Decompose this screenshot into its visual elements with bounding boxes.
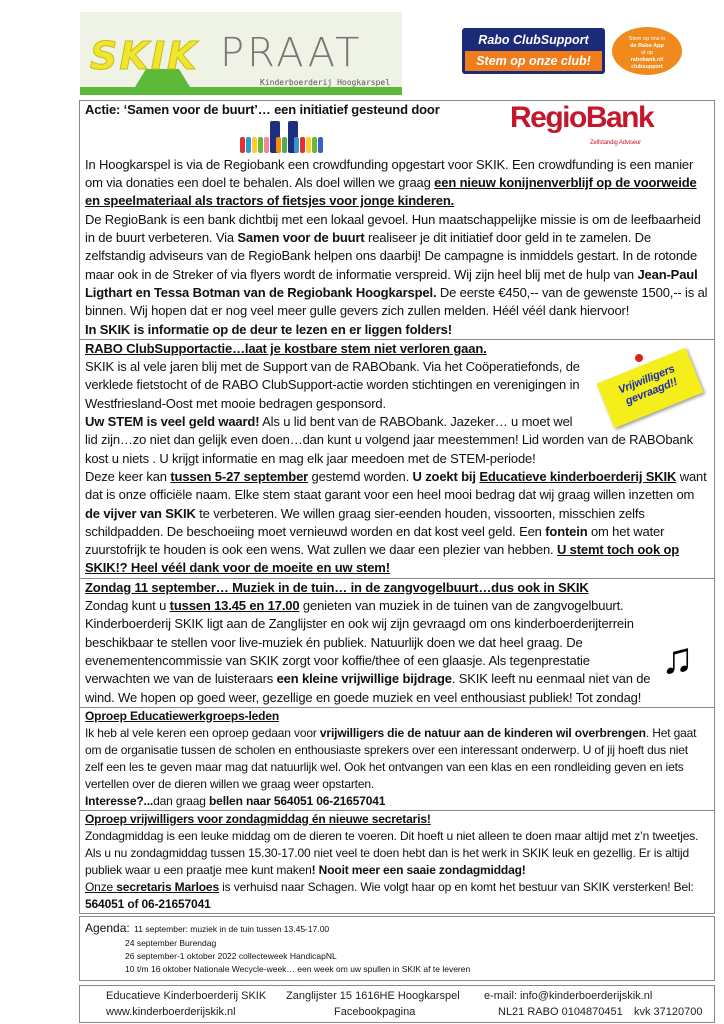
text-run: Jean-Paul Ligthart en Tessa Botman van de Regiobank Hoogkarspel. — [85, 266, 698, 300]
agenda-box — [79, 916, 715, 981]
text-run: SKIK is al vele jaren blij met de Support van de RABObank. Via het Coöperatiefonds, de verklede fietstocht of de RABO ClubSupport-actie worden stichtingen en verenigingen in Westfriesland-Oost met mooie bedragen gesponsord. — [85, 359, 580, 411]
paragraph — [85, 211, 709, 321]
agenda-item: 24 september Burendag — [125, 937, 217, 948]
child-figure — [300, 137, 305, 153]
text-run: een kleine vrijwillige bijdrage — [276, 671, 452, 687]
text-run: een nieuw konijnenverblijf op de voorweide en speelmateriaal als tractors of fietsjes voor jonge kinderen. — [85, 175, 697, 209]
child-figure — [282, 137, 287, 153]
rabo-line1: Rabo ClubSupport — [478, 33, 589, 47]
text-run: genieten van muziek in de tuinen van de zangvogelbuurt. Kinderboerderij SKIK ligt aan de Zanglijster en ook wij zijn gevraagd om ons kinderboerderijterrein beschikbaar te stellen voor live-muziek én publiek. Natuurlijk doen we dat heel graag. De evenementencommissie van SKIK zorgt voor koffie/thee of een glaasje. Als tegenprestatie verwachten we van de luisteraars — [85, 598, 634, 687]
footer-facebook[interactable]: Facebookpagina — [334, 1005, 416, 1018]
text-run: Ik heb al vele keren een oproep gedaan voor — [85, 725, 320, 740]
text-run: bellen naar 564051 06-21657041 — [208, 793, 386, 808]
text-run: Oproep vrijwilligers voor zondagmiddag én nieuwe secretaris! — [85, 811, 431, 826]
footer-email[interactable]: e-mail: info@kinderboerderijskik.nl — [484, 989, 653, 1002]
agenda-item: 11 september: muziek in de tuin tussen 13.45-17.00 — [134, 923, 330, 934]
text-run: De eerste €450,-- van de gewenste 1500,-- is al binnen. Wij hopen dat er nog veel meer gulle gevers zich zullen melden. Héél véél dank hiervoor! — [85, 284, 708, 319]
pushpin-icon — [635, 354, 643, 362]
footer-org: Educatieve Kinderboerderij SKIK — [106, 989, 267, 1002]
child-figure — [264, 137, 269, 153]
child-figure — [294, 137, 299, 153]
children-illustration — [240, 121, 322, 153]
footer-address: Zanglijster 15 1616HE Hoogkarspel — [286, 989, 460, 1002]
text-run — [85, 139, 88, 154]
text-run: Educatieve kinderboerderij SKIK — [479, 468, 677, 484]
agenda-item: 10 t/m 16 oktober Nationale Wecycle-week… een week om uw spullen in SKIK af te leveren — [125, 963, 471, 974]
text-run: Interesse?... — [85, 793, 154, 808]
music-note-icon: ♫ — [661, 634, 694, 684]
child-figure — [240, 137, 245, 153]
text-run: Zondag 11 september… Muziek in de tuin… in de zangvogelbuurt…dus ook in SKIK — [85, 579, 589, 595]
regiobank-tagline: Zelfstandig Adviseur — [590, 140, 642, 146]
badge-line: Stem op ons in — [628, 36, 666, 42]
text-run: fontein — [545, 523, 588, 539]
child-figure — [318, 137, 323, 153]
masthead — [0, 0, 724, 100]
text-run: Oproep Educatiewerkgroeps-leden — [85, 708, 280, 723]
text-run: is verhuisd naar Schagen. Wie volgt haar op en komt het bestuur van SKIK versterken! Bel: — [218, 879, 694, 894]
article-section — [80, 810, 714, 913]
paragraph — [85, 156, 709, 211]
section-heading — [85, 579, 709, 597]
text-run: Zondag kunt u — [85, 598, 170, 614]
text-run: Actie: ‘Samen voor de buurt’… een initiatief gesteund door — [85, 102, 440, 117]
agenda-item: 26 september-1 oktober 2022 collecteweek HandicapNL — [125, 950, 337, 961]
child-figure — [246, 137, 251, 153]
text-run: . Het gaat om de organisatie tussen de scholen en enthousiaste sprekers over een interessant onderwerp. U of jij hoeft dus niet zelf een les te geven maar mag dat natuurlijk wel. Ook het ontvangen van een klas en een rondleiding geven en iets vertellen over de dieren willen we graag weer opstarten. — [85, 725, 697, 791]
paragraph — [85, 321, 709, 339]
article-section — [80, 101, 714, 339]
footer — [79, 985, 715, 1023]
rabo-line2: Stem op onze club! — [465, 51, 602, 71]
text-run: Onze — [85, 879, 117, 894]
section-heading — [85, 708, 709, 725]
text-run: de vijver van SKIK — [85, 505, 196, 521]
text-run: dan graag — [153, 793, 209, 808]
text-run: te verbeteren. We willen graag sier-eenden houden, vissoorten, misschien zelfs schildpadden. De beschoeiing moet vernieuwd worden en dat kost veel geld. Een — [85, 505, 645, 539]
logo-green-bar — [80, 87, 402, 95]
text-run: U stemt toch ook op SKIK!? Heel véél dank voor de moeite en uw stem! — [85, 542, 680, 576]
article-section — [80, 707, 714, 810]
logo-subtitle: Kinderboerderij Hoogkarspel — [260, 78, 391, 87]
text-run: In SKIK is informatie op de deur te lezen en er liggen folders! — [85, 321, 452, 337]
paragraph — [85, 468, 709, 578]
text-run — [85, 120, 88, 135]
text-run: Deze keer kan — [85, 468, 171, 484]
text-run: . SKIK leeft nu eenmaal niet van de wind. We hopen op goed weer, gezellige en goede muziek en veel enthousiast publiek! Tot zondag! — [85, 671, 651, 705]
text-run: Samen voor de buurt — [237, 230, 365, 246]
text-run: 564051 of 06-21657041 — [85, 896, 211, 911]
text-run: realiseer je dit initiatief door geld in te zamelen. De zelfstandig adviseurs van de RegioBank helpen ons daarbij! De campagne is inmiddels gestart. In de rotonde maar ook in de Streker of via flyers wordt de informatie verspreid. Wij zijn heel blij met de hulp van — [85, 230, 698, 282]
text-run: gestemd worden. — [308, 468, 413, 484]
section-heading — [85, 811, 709, 828]
badge-line: rabobank.nl/ — [630, 57, 664, 63]
text-run: secretaris Marloes — [116, 879, 219, 894]
text-run: tussen 5-27 september — [170, 468, 309, 484]
article-section — [80, 578, 714, 707]
text-run: Zondagmiddag is een leuke middag om de dieren te voeren. Dit hoeft u niet alleen te doen maar altijd met z’n tweetjes. Als u nu zondagmiddag tussen 15.30-17.00 niet veel te doen hebt dan is het werk in SKIK leuk en gezellig. Er is altijd publiek waar u een praatje mee kunt maken — [85, 828, 699, 877]
text-run: In Hoogkarspel is via de Regiobank een crowdfunding opgestart voor SKIK. Een crowdfunding is een manier om via donaties een doel te behalen. Als doel willen we graag — [85, 156, 694, 191]
child-figure — [312, 137, 317, 153]
text-run: tussen 13.45 en 17.00 — [169, 598, 300, 614]
footer-bank: NL21 RABO 0104870451 — [498, 1005, 623, 1018]
child-figure — [252, 137, 257, 153]
badge-line: of op — [640, 50, 654, 56]
paragraph — [85, 597, 709, 707]
sticky-note-container — [591, 342, 709, 428]
regiobank-logo: RegioBank — [510, 101, 654, 134]
footer-kvk: kvk 37120700 — [634, 1005, 703, 1018]
skik-praat-logo — [80, 12, 402, 95]
rabo-clubsupport-banner — [462, 28, 605, 74]
text-run: De RegioBank is een bank dichtbij met een lokaal gevoel. Hun maatschappelijke missie is om de leefbaarheid in de buurt verbeteren. Via — [85, 211, 701, 246]
text-run: Uw STEM is veel geld waard! — [85, 414, 260, 430]
text-run: RABO ClubSupportactie…laat je kostbare stem niet verloren gaan. — [85, 340, 487, 356]
badge-line: de Rabo App — [630, 43, 664, 49]
logo-skik-text: SKIK — [90, 34, 199, 78]
child-figure — [276, 137, 281, 153]
volunteers-sticky-note: Vrijwilligers gevraagd!! — [597, 348, 704, 428]
text-run: ! Nooit meer een saaie zondagmiddag! — [311, 862, 526, 877]
newsletter-body — [79, 100, 715, 914]
child-figure — [258, 137, 263, 153]
logo-praat-text: PRAAT — [220, 30, 363, 76]
text-run: vrijwilligers die de natuur aan de kinderen wil overbrengen — [319, 725, 646, 740]
article-section — [80, 339, 714, 578]
paragraph — [85, 725, 709, 793]
paragraph — [85, 793, 709, 810]
rabo-app-badge — [612, 27, 682, 75]
text-run: U zoekt bij — [412, 468, 480, 484]
text-run: Als u lid bent van de RABObank. Jazeker… u moet wel lid zijn…zo niet dan gelijk even doen…dan kunt u volgend jaar meestemmen! Lid worden van de RABObank kost u niets . U krijgt informatie en mag elk jaar meedoen met de STEM-periode! — [85, 414, 693, 466]
footer-website[interactable]: www.kinderboerderijskik.nl — [106, 1005, 236, 1018]
paragraph — [85, 879, 709, 913]
text-run: om het water zuurstofrijk te houden is ook een wens. Wat zullen we daar een plezier van hebben. — [85, 523, 665, 558]
paragraph — [85, 828, 709, 879]
agenda-label: Agenda: — [85, 920, 130, 935]
child-figure — [306, 137, 311, 153]
text-run: want dat is onze officiële naam. Elke stem staat garant voor een heel mooi bedrag dat wij graag willen inzetten om — [85, 468, 707, 503]
badge-line: clubsupport — [631, 64, 663, 70]
